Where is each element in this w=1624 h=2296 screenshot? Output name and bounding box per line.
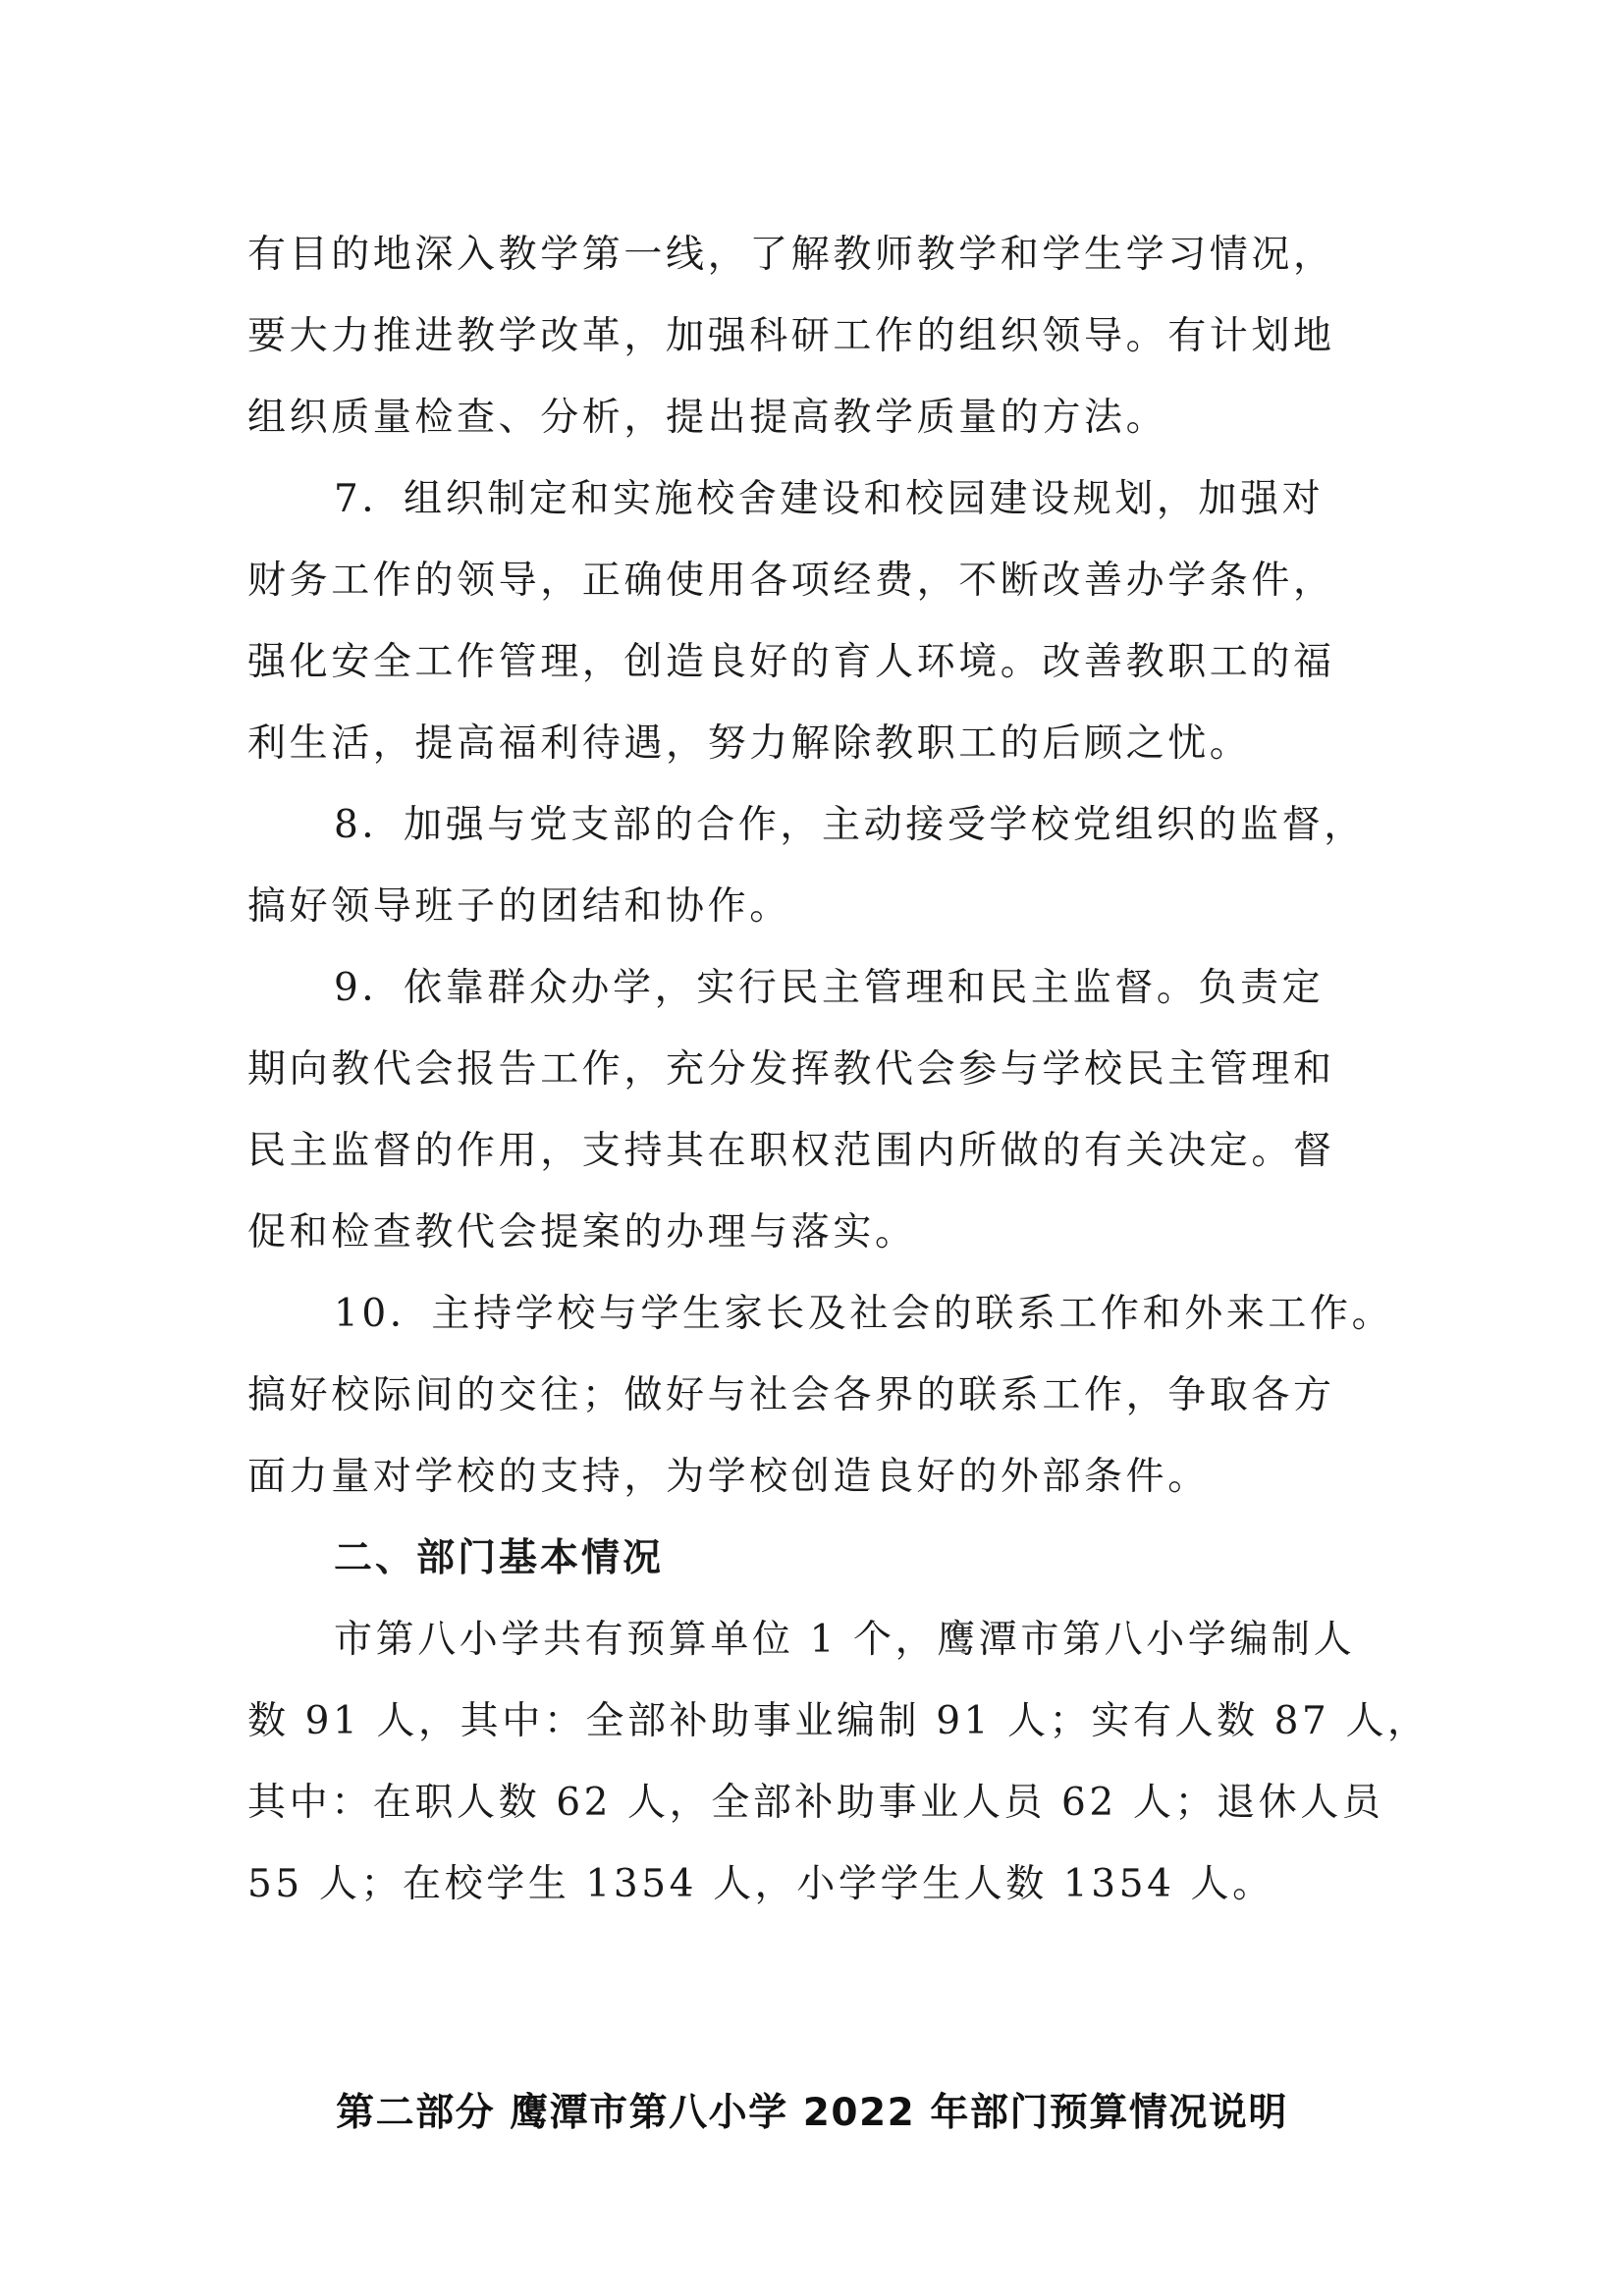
text-line: 要大力推进教学改革，加强科研工作的组织领导。有计划地 xyxy=(247,314,1335,358)
text-line: 55 人；在校学生 1354 人，小学学生人数 1354 人。 xyxy=(247,1862,1274,1906)
text-line: 市第八小学共有预算单位 1 个，鹰潭市第八小学编制人 xyxy=(334,1618,1356,1662)
section-heading: 二、部门基本情况 xyxy=(334,1536,665,1580)
text-line: 强化安全工作管理，创造良好的育人环境。改善教职工的福 xyxy=(247,640,1335,684)
text-line: 民主监督的作用，支持其在职权范围内所做的有关决定。督 xyxy=(247,1129,1335,1173)
text-line: 利生活，提高福利待遇，努力解除教职工的后顾之忧。 xyxy=(247,721,1252,766)
paragraph-6-continued xyxy=(247,214,1386,458)
text-line: 财务工作的领导，正确使用各项经费，不断改善办学条件， xyxy=(247,559,1335,603)
text-line: 其中：在职人数 62 人，全部补助事业人员 62 人；退休人员 xyxy=(247,1781,1384,1825)
text-line: 9．依靠群众办学，实行民主管理和民主监督。负责定 xyxy=(334,966,1325,1010)
part-title: 第二部分 鹰潭市第八小学 2022 年部门预算情况说明 xyxy=(336,2091,1288,2135)
text-line: 面力量对学校的支持，为学校创造良好的外部条件。 xyxy=(247,1455,1210,1499)
text-line: 搞好领导班子的团结和协作。 xyxy=(247,884,791,929)
text-line: 7．组织制定和实施校舍建设和校园建设规划，加强对 xyxy=(334,477,1325,521)
text-line: 10．主持学校与学生家长及社会的联系工作和外来工作。 xyxy=(334,1292,1394,1336)
text-line: 有目的地深入教学第一线，了解教师教学和学生学习情况， xyxy=(247,233,1335,277)
paragraph-9 xyxy=(247,947,1386,1273)
body-text xyxy=(247,214,1430,1925)
text-line: 促和检查教代会提案的办理与落实。 xyxy=(247,1210,917,1255)
paragraph-10 xyxy=(247,1273,1394,1518)
text-line: 期向教代会报告工作，充分发挥教代会参与学校民主管理和 xyxy=(247,1047,1335,1092)
paragraph-basic-info xyxy=(247,1599,1430,1925)
text-line: 8．加强与党支部的合作，主动接受学校党组织的监督， xyxy=(334,803,1366,847)
text-line: 数 91 人，其中：全部补助事业编制 91 人；实有人数 87 人， xyxy=(247,1699,1430,1743)
text-line: 组织质量检查、分析，提出提高教学质量的方法。 xyxy=(247,396,1168,440)
paragraph-8 xyxy=(247,784,1386,947)
text-line: 搞好校际间的交往；做好与社会各界的联系工作，争取各方 xyxy=(247,1373,1335,1417)
paragraph-7 xyxy=(247,458,1386,784)
